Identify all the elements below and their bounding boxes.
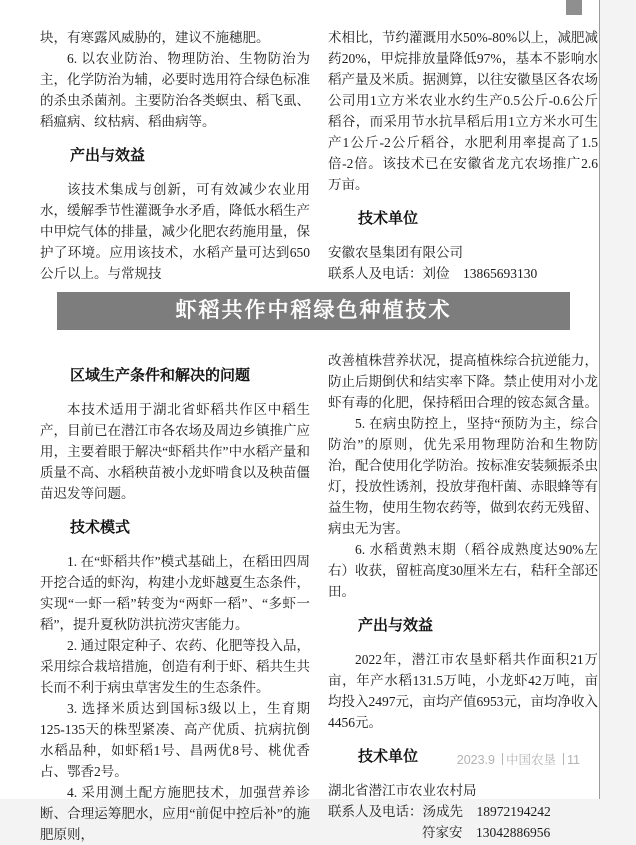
top-edge-marker	[566, 0, 582, 15]
paragraph-mode-4-continuation: 改善植株营养状况，提高植株综合抗逆能力，防止后期倒伏和结实率下降。禁止使用对小龙虾有毒的化肥，保持稻田合理的铵态氮含量。	[328, 353, 598, 410]
paragraph-conditions: 本技术适用于湖北省虾稻共作区中稻生产，目前已在潜江市各农场及周边乡镇推广应用，主要着眼于解决“虾稻共作”中水稻产量和质量不高、水稻秧苗被小龙虾啃食以及秧苗僵苗迟发等问题。	[40, 402, 310, 501]
tech-unit-contact: 联系人及电话：刘俭 13865693130	[328, 266, 538, 281]
heading-conditions: 区域生产条件和解决的问题	[70, 367, 251, 384]
tech-unit-contact-1: 联系人及电话：汤成先 18972194242	[328, 804, 551, 819]
page-footer	[330, 752, 580, 768]
tech-unit-name: 湖北省潜江市农业农村局	[328, 783, 477, 798]
paragraph-benefit: 该技术集成与创新，可有效减少农业用水，缓解季节性灌溉争水矛盾，降低水稻生产中甲烷气体的排量，减少化肥农药施用量，保护了环境。应用该技术，水稻产量可达到650公斤以上。与常规技	[40, 182, 310, 281]
tech-unit-contact-2: 符家安 13042886956	[422, 825, 551, 840]
footer-page-number: 11	[567, 753, 580, 767]
page-right-edge-line	[599, 0, 600, 799]
footer-issue: 2023.9	[456, 753, 495, 767]
heading-tech-unit: 技术单位	[358, 748, 419, 765]
paragraph-mode-1: 1. 在“虾稻共作”模式基础上，在稻田四周开挖合适的虾沟，构建小龙虾越夏生态条件，实现“一虾一稻”转变为“两虾一稻”、“多虾一稻”，提升夏秋防洪抗涝灾害能力。	[40, 554, 310, 632]
footer-separator-bar	[502, 753, 503, 765]
paragraph-mode-6: 6. 水稻黄熟末期（稻谷成熟度达90%左右）收获，留桩高度30厘米左右，秸秆全部还田。	[328, 542, 598, 599]
paragraph-continuation: 块，有寒露风威胁的，建议不施穗肥。	[40, 30, 270, 45]
paragraph-item-6: 6. 以农业防治、物理防治、生物防治为主，化学防治为辅，必要时选用符合绿色标准的杀虫杀菌剂。主要防治各类螟虫、稻飞虱、稻瘟病、纹枯病、稻曲病等。	[40, 51, 310, 129]
paragraph-benefit-continuation: 术相比，节约灌溉用水50%-80%以上，减肥减药20%，甲烷排放量降低97%，基本不影响水稻产量及米质。据测算，以往安徽垦区各农场公司用1立方米农业水约生产0.5公斤-0.6公斤稻谷，而采用节水抗旱稻后用1立方米水可生产1公斤-2公斤稻谷，水肥利用率提高了1.5倍-2倍。该技术已在安徽省龙亢农场推广2.6万亩。	[328, 30, 598, 192]
footer-separator-bar	[563, 753, 564, 765]
heading-tech-mode: 技术模式	[70, 519, 131, 536]
tech-unit-name: 安徽农垦集团有限公司	[328, 245, 463, 260]
column-top-right	[328, 27, 598, 284]
article-title-banner: 虾稻共作中稻绿色种植技术	[57, 292, 570, 330]
heading-output-benefit: 产出与效益	[70, 147, 146, 164]
paragraph-benefit: 2022年，潜江市农垦虾稻共作面积21万亩，年产水稻131.5万吨，小龙虾42万吨，亩均投入2497元，亩均产值6953元，亩均净收入4456元。	[328, 652, 598, 730]
footer-journal-name: 中国农垦	[506, 753, 557, 767]
paragraph-mode-4: 4. 采用测土配方施肥技术，加强营养诊断、合理运筹肥水，应用“前促中控后补”的施肥原则，	[40, 785, 310, 842]
paragraph-mode-2: 2. 通过限定种子、农药、化肥等投入品，采用综合栽培措施，创造有利于虾、稻共生共长而不利于病虫草害发生的生态条件。	[40, 638, 310, 695]
column-bottom-left	[40, 352, 310, 845]
paragraph-mode-5: 5. 在病虫防控上，坚持“预防为主，综合防治”的原则，优先采用物理防治和生物防治，配合使用化学防治。按标准安装频振杀虫灯，投放性诱剂，投放芽孢杆菌、赤眼蜂等有益生物，使用生物农药等，做到农药无残留、病虫无为害。	[328, 416, 598, 536]
column-bottom-right	[328, 350, 598, 843]
heading-tech-unit: 技术单位	[358, 210, 419, 227]
paragraph-mode-3: 3. 选择米质达到国标3级以上，生育期125-135天的株型紧凑、高产优质、抗病抗倒水稻品种，如虾稻1号、昌两优8号、桃优香占、鄂香2号。	[40, 701, 310, 779]
heading-output-benefit: 产出与效益	[358, 617, 434, 634]
column-top-left	[40, 27, 310, 284]
